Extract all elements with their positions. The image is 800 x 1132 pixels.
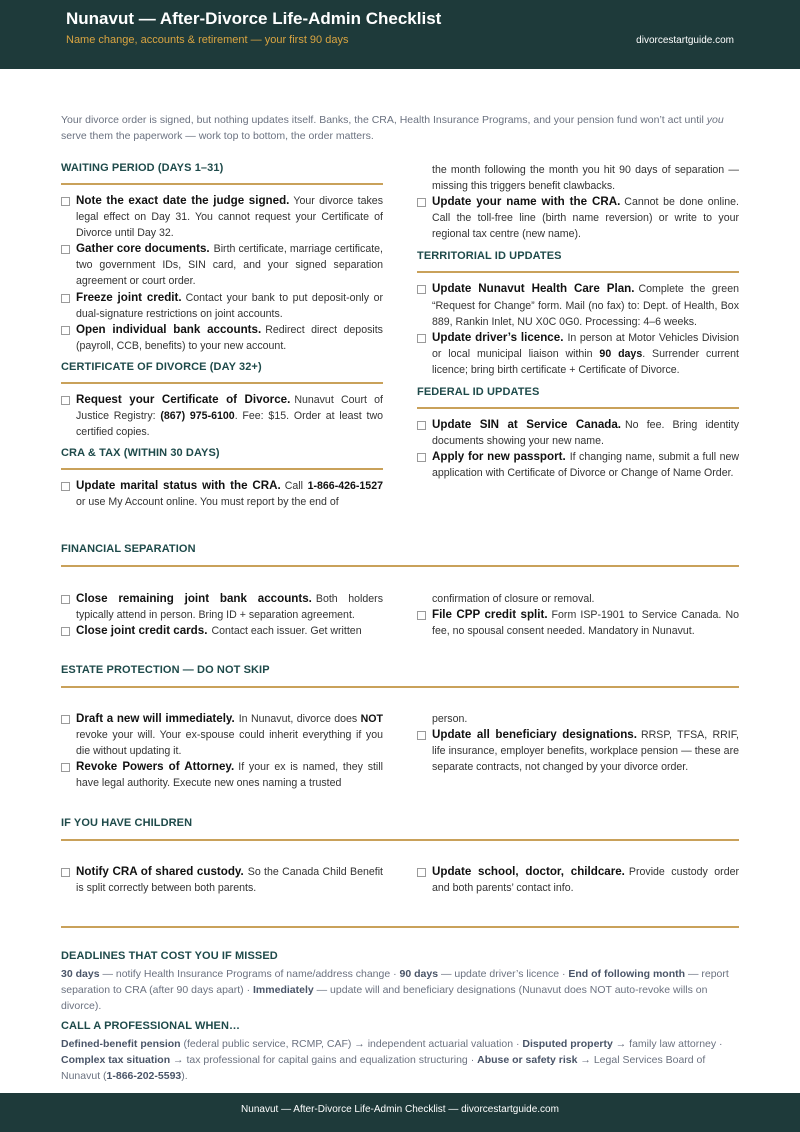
checkbox[interactable] bbox=[417, 731, 426, 740]
checklist-item: Update SIN at Service Canada. No fee. Bring identity documents showing your new name. bbox=[417, 417, 739, 449]
estate-section bbox=[61, 664, 739, 688]
section-rule bbox=[61, 382, 383, 384]
right-column bbox=[417, 162, 739, 481]
checklist-item: Request your Certificate of Divorce. Nunavut Court of Justice Registry: (867) 975-6100. Fee: $15. Order at least two certified copies. bbox=[61, 392, 383, 440]
checklist-item: Open individual bank accounts. Redirect direct deposits (payroll, CCB, benefits) to your new account. bbox=[61, 322, 383, 354]
checkbox[interactable] bbox=[61, 627, 70, 636]
section-rule bbox=[61, 183, 383, 185]
checklist-item-continuation: confirmation of closure or removal. bbox=[432, 593, 595, 605]
children-right bbox=[417, 864, 739, 896]
checkbox[interactable] bbox=[417, 198, 426, 207]
section-rule bbox=[61, 468, 383, 470]
checklist-item: Update your name with the CRA. Cannot be done online. Call the toll-free line (birth name reversion) or write to your regional tax centre (new name). bbox=[417, 194, 739, 242]
section-rule bbox=[61, 839, 739, 841]
financial-left bbox=[61, 591, 383, 639]
section-rule bbox=[61, 686, 739, 688]
checkbox[interactable] bbox=[417, 334, 426, 343]
footer-text: Nunavut — After-Divorce Life-Admin Checklist — divorcestartguide.com bbox=[241, 1104, 559, 1115]
checkbox[interactable] bbox=[417, 453, 426, 462]
section-heading-deadlines: DEADLINES THAT COST YOU IF MISSED bbox=[61, 950, 278, 962]
checkbox[interactable] bbox=[417, 285, 426, 294]
checkbox[interactable] bbox=[61, 326, 70, 335]
page-footer bbox=[0, 1093, 800, 1132]
deadlines-text: 30 days — notify Health Insurance Programs of name/address change · 90 days — update driver’s licence · End of following month — report separation to CRA (after 90 days apart) · Immediately — update will and beneficiary designations (Nunavut does NOT auto-revoke wills on divorce). bbox=[61, 968, 729, 1012]
checklist-item: Update driver’s licence. In person at Motor Vehicles Division or local municipal liaison within 90 days. Surrender current licence; bring birth certificate + Certificate of Divorce. bbox=[417, 330, 739, 378]
checklist-item: Freeze joint credit. Contact your bank to put deposit-only or dual-signature restrictions on joint accounts. bbox=[61, 290, 383, 322]
checkbox[interactable] bbox=[417, 868, 426, 877]
checklist-item: Close remaining joint bank accounts. Both holders typically attend in person. Bring ID + separation agreement. bbox=[61, 591, 383, 623]
section-rule bbox=[61, 565, 739, 567]
checklist-item-continuation: the month following the month you hit 90 days of separation — missing this triggers benefit clawbacks. bbox=[432, 164, 739, 193]
site-link[interactable]: divorcestartguide.com bbox=[636, 35, 734, 46]
left-column bbox=[61, 162, 383, 510]
section-heading-estate: ESTATE PROTECTION — DO NOT SKIP bbox=[61, 664, 270, 676]
divider-rule bbox=[61, 926, 739, 928]
section-heading-federal: FEDERAL ID UPDATES bbox=[417, 386, 540, 399]
checklist-item: Update school, doctor, childcare. Provide custody order and both parents’ contact info. bbox=[417, 864, 739, 896]
checkbox[interactable] bbox=[61, 482, 70, 491]
checklist-item: Apply for new passport. If changing name, submit a full new application with Certificate of Divorce or Change of Name Order. bbox=[417, 449, 739, 481]
children-left bbox=[61, 864, 383, 896]
checklist-item: Revoke Powers of Attorney. If your ex is named, they still have legal authority. Execute new ones naming a trusted bbox=[61, 759, 383, 791]
section-heading-waiting: WAITING PERIOD (DAYS 1–31) bbox=[61, 162, 224, 174]
checklist-item: Gather core documents. Birth certificate, marriage certificate, two government IDs, SIN card, and your signed separation agreement or court order. bbox=[61, 241, 383, 289]
section-heading-cra: CRA & TAX (WITHIN 30 DAYS) bbox=[61, 447, 220, 460]
checkbox[interactable] bbox=[61, 868, 70, 877]
estate-right bbox=[417, 711, 739, 775]
checklist-item: Update marital status with the CRA. Call 1-866-426-1527 or use My Account online. You must report by the end of bbox=[61, 478, 383, 510]
checklist-item: Notify CRA of shared custody. So the Canada Child Benefit is split correctly between both parents. bbox=[61, 864, 383, 896]
checkbox[interactable] bbox=[61, 294, 70, 303]
checkbox[interactable] bbox=[61, 595, 70, 604]
page-subtitle: Name change, accounts & retirement — your first 90 days bbox=[66, 34, 349, 46]
checkbox[interactable] bbox=[61, 715, 70, 724]
intro-paragraph: Your divorce order is signed, but nothing updates itself. Banks, the CRA, Health Insurance Programs, and your pension fund won’t act until you serve them the paperwork — work top to bottom, the order matters. bbox=[61, 114, 724, 142]
page-header bbox=[0, 0, 800, 69]
financial-section bbox=[61, 543, 739, 567]
checklist-item: Draft a new will immediately. In Nunavut, divorce does NOT revoke your will. Your ex-spouse could inherit everything if you die without updating it. bbox=[61, 711, 383, 759]
estate-left bbox=[61, 711, 383, 791]
checklist-item: Update all beneficiary designations. RRSP, TFSA, RRIF, life insurance, employer benefits, workplace pension — these are separate contracts, not changed by your divorce order. bbox=[417, 727, 739, 775]
professional-text: Defined-benefit pension (federal public service, RCMP, CAF) → independent actuarial valuation · Disputed property → family law attorney · Complex tax situation → tax professional for capital gains and equalization structuring · Abuse or safety risk → Legal Services Board of Nunavut (1-866-202-5593). bbox=[61, 1038, 723, 1082]
section-rule bbox=[417, 271, 739, 273]
checkbox[interactable] bbox=[417, 611, 426, 620]
section-rule bbox=[417, 407, 739, 409]
financial-right bbox=[417, 591, 739, 639]
checkbox[interactable] bbox=[61, 197, 70, 206]
section-heading-professional: CALL A PROFESSIONAL WHEN… bbox=[61, 1020, 241, 1032]
checkbox[interactable] bbox=[61, 396, 70, 405]
section-heading-certificate: CERTIFICATE OF DIVORCE (DAY 32+) bbox=[61, 360, 262, 373]
page-title: Nunavut — After-Divorce Life-Admin Checklist bbox=[66, 9, 442, 28]
deadlines-section bbox=[61, 950, 739, 1084]
checkbox[interactable] bbox=[61, 763, 70, 772]
checklist-item: Close joint credit cards. Contact each issuer. Get written bbox=[61, 623, 383, 639]
section-heading-territorial: TERRITORIAL ID UPDATES bbox=[417, 250, 562, 263]
section-heading-children: IF YOU HAVE CHILDREN bbox=[61, 817, 193, 829]
checkbox[interactable] bbox=[417, 421, 426, 430]
checklist-item-continuation: person. bbox=[432, 713, 468, 725]
checklist-item: Note the exact date the judge signed. Your divorce takes legal effect on Day 31. You cannot request your Certificate of Divorce until Day 32. bbox=[61, 193, 383, 241]
checklist-item: File CPP credit split. Form ISP-1901 to Service Canada. No fee, no spousal consent needed. Mandatory in Nunavut. bbox=[417, 607, 739, 639]
children-section bbox=[61, 817, 739, 841]
checklist-item: Update Nunavut Health Care Plan. Complete the green “Request for Change” form. Mail (no fax) to: Dept. of Health, Box 889, Rankin Inlet, NU X0C 0G0. Processing: 4–6 weeks. bbox=[417, 281, 739, 329]
section-heading-financial: FINANCIAL SEPARATION bbox=[61, 543, 196, 555]
checkbox[interactable] bbox=[61, 245, 70, 254]
